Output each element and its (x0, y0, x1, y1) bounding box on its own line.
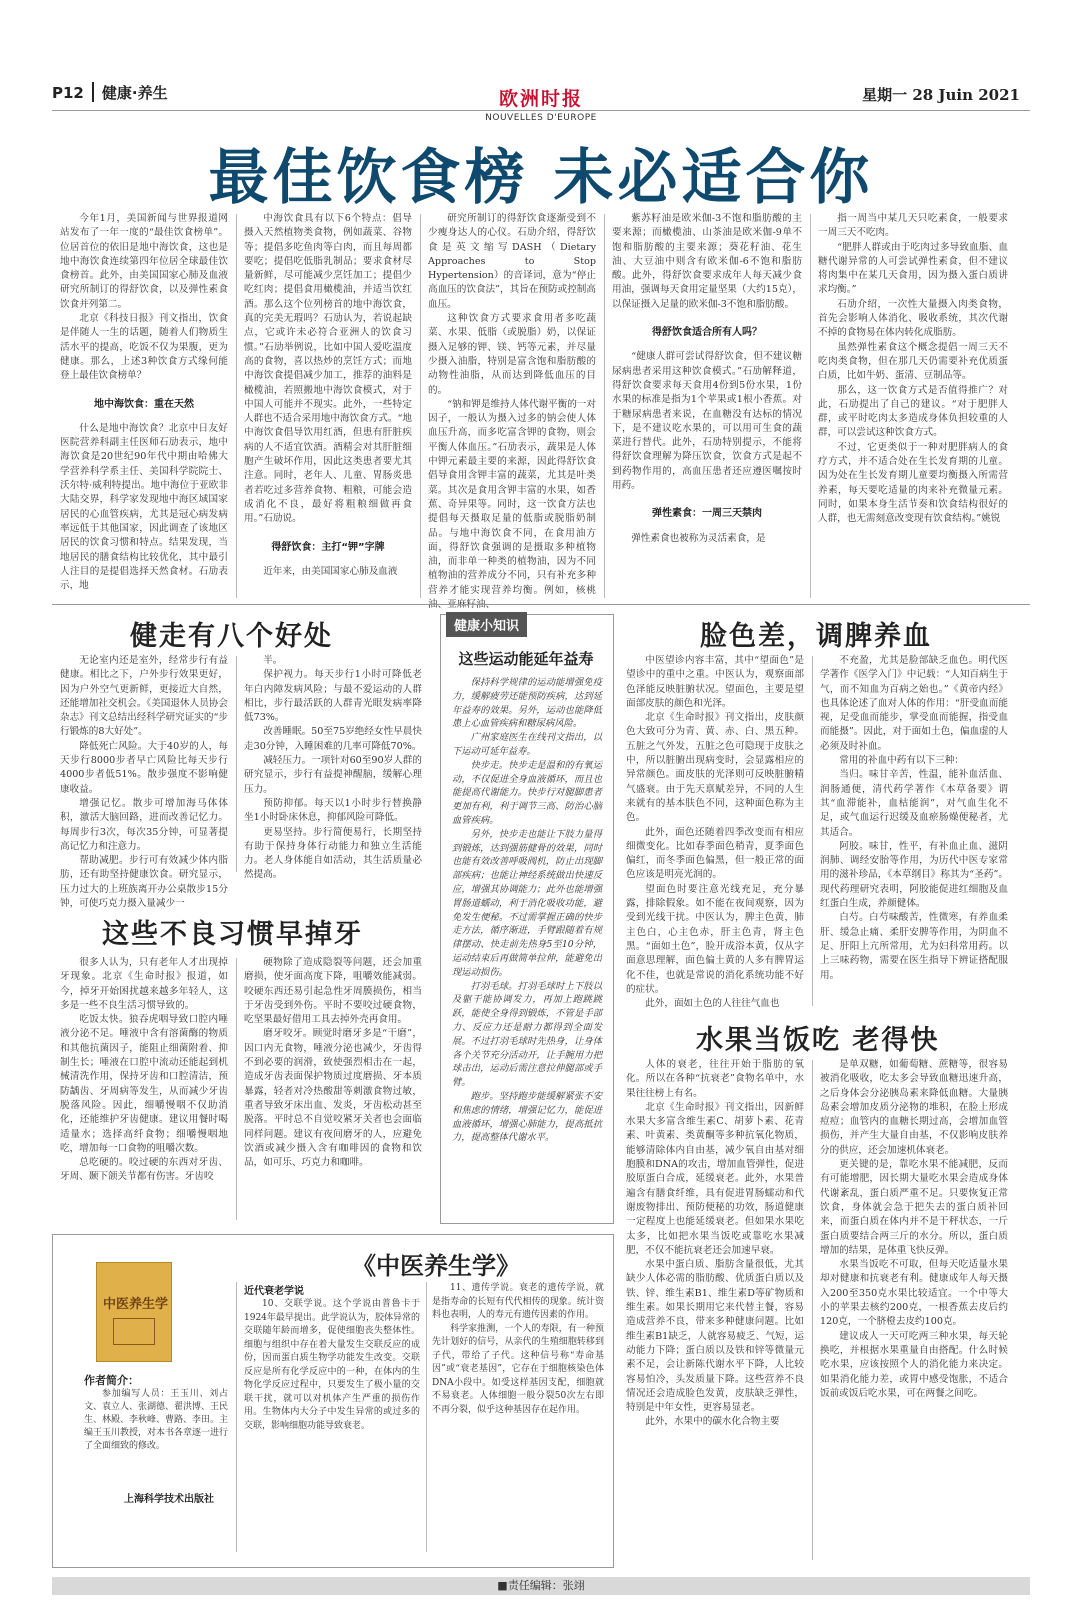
paragraph: “肥胖人群或由于吃肉过多导致血脂、血糖代谢异常的人可尝试弹性素食，但不建议将肉集中在某几天食用，因为摄入蛋白质讲求均衡。” (818, 241, 1008, 296)
column-divider (812, 1060, 813, 1560)
paragraph: “钠和钾是维持人体代谢平衡的一对因子，一般认为摄入过多的钠会使人体血压升高，而多吃富含钾的食物，则会平衡人体血压。”石劢表示，蔬果是人体中钾元素最主要的来源，因此得舒饮食倡导食用含钾丰富的蔬菜，尤其是叶类菜。其次是食用含钾丰富的水果，如香蕉、奇异果等。同时，这一饮食方法也提倡每天摄取足量的低脂或脱脂奶制品。与地中海饮食不同，在食用油方面，得舒饮食强调的是摄取多种植物油，而非单一种类的植物油，因为不同植物油的营养成分不同，只有补充多种营养才能实现营养均衡。例如，核桃 (428, 398, 596, 596)
face-column-2 (820, 654, 1008, 1010)
paragraph: 北京《生命时报》刊文指出，因新鲜水果大多富含维生素C、胡萝卜素、花青素、叶黄素、类黄酮等多种抗氧化物质，能够清除体内自由基，减少氧自由基对细胞膜和DNA的攻击，增加血管弹性，促进胶原蛋白合成，延缓衰老。此外，水果普遍含有膳食纤维，具有促进胃肠蠕动和代谢废物排出、预防便秘的功效，肠道健康一定程度上也能延缓衰老。但如果水果吃太多，比如把水果当饭吃或靠吃水果减肥，不仅不能抗衰老还会加速早衰。 (626, 1101, 804, 1256)
column-divider (812, 656, 813, 1006)
habit-column-2 (244, 956, 422, 1222)
article-column-5 (818, 212, 1008, 600)
paragraph: 建议成人一天可吃两三种水果，每天轮换吃，并根据水果重量自由搭配。什么时候吃水果，应该按照个人的消化能力来决定。如果消化能力差，或胃中感受饱胀，不适合饭前或饭后吃水果，可在两餐之间吃。 (820, 1330, 1008, 1399)
paragraph: 科学家推测，一个人的寿限，有一种预先计划好的信号，从亲代的生殖细胞转移到子代，带给了子代。这种信号称“寿命基因”或“衰老基因”，它存在于细胞核染色体DNA小段中。如受这样基因支配，细胞就不易衰老。人体细胞一般分裂50次左右即不再分裂，似乎这种基因存在起作用。 (432, 1323, 604, 1415)
paragraph: 快步走。快步走是温和的有氧运动，不仅促进全身血液循环，而且也能提高代谢能力。快步行对腿脚患者更加有利，利于调节三高、防治心脑血管疾病。 (452, 759, 602, 826)
paragraph: 减轻压力。一项针对60至90岁人群的研究显示，步行有益提神醒脑，缓解心理压力。 (244, 755, 422, 795)
paragraph: 另外，快步走也能让下肢力量得到锻炼，达到强筋健骨的效果，同时也能有效改善呼吸阀机，防止出现脚部疾病；也能让神经系统做出快速反应，增强其协调能力；此外也能增强胃肠道蠕动，利于消化吸收功能，避免发生便秘。不过需掌握正确的快步走方法，循序渐进，手臂跟随着有规律摆动、快走前先热身5至10分钟，运动结束后再做简单拉伸，能避免出现运动损伤。 (452, 828, 602, 978)
health-tips-tag (446, 612, 527, 637)
column-divider (236, 1282, 237, 1552)
paragraph: 石劢介绍，一次性大量摄入肉类食物，首先会影响人体消化、吸收系统，其次代谢不掉的食物易在体内转化成脂肪。 (818, 298, 1008, 339)
column-divider (810, 214, 811, 598)
paragraph: 中医望诊内容丰富，其中“望面色”是望诊中的重中之重。中医认为，观察面部色泽能反映脏腑状况。望面色，主要是望面部皮肤的颜色和光泽。 (626, 655, 804, 709)
paragraph: 是单双糖，如葡萄糖、蔗糖等，很容易被消化吸收，吃太多会导致血糖迅速升高，之后身体会分泌胰岛素来降低血糖。大量胰岛素会增加皮质分泌物的堆积，在脸上形成痘痘；血管内的血糖长期过高，会增加血管损伤，并产生大量自由基，不仅影响皮肤养分的供应，还会加速机体衰老。 (820, 1059, 1008, 1156)
health-tips-body (452, 676, 602, 1216)
issue-date: 星期一 28 Juin 2021 (862, 86, 1020, 104)
article-column-4 (612, 212, 802, 600)
tag-label: 健康小知识 (446, 612, 527, 637)
paragraph: 弹性素食也被称为灵活素食，是 (631, 532, 766, 544)
paragraph: 无论室内还是室外，经常步行有益健康。相比之下，户外步行效果更好，因为户外空气更新鲜，更接近大自然，还能增加社交机会。《美国退休人员协会杂志》刊文总结出经科学研究证实的“步行锻炼的8大好处”。 (60, 655, 228, 738)
health-tips-title: 这些运动能延年益寿 (458, 650, 594, 668)
paragraph: 更关键的是，靠吃水果不能减肥，反而有可能增肥，因长期大量吃水果会造成身体代谢紊乱，蛋白质严重不足。只要恢复正常饮食，身体就会急于把失去的蛋白质补回来，而蛋白质在体内并不是干秤状态，一斤蛋白质要结合两三斤的水分。所以，蛋白质增加的结果，是体重飞快反弹。 (820, 1159, 1008, 1256)
paragraph: 保护视力。每天步行1小时可降低老年白内障发病风险；与最不爱运动的人群相比，步行最活跃的人群青光眼发病率降低73%。 (244, 669, 422, 724)
paragraph: 硬物除了造成隐裂等问题，还会加重磨损，使牙面高度下降，咀嚼效能减弱。咬硬东西还易引起急性牙周膜损伤，相当于牙齿受到外伤。平时不要咬过硬食物，吃坚果最好借用工具去掉外壳再食用。 (244, 957, 422, 1026)
section-rule (52, 604, 1030, 605)
column-divider (236, 214, 237, 598)
column-divider (236, 958, 237, 1220)
paragraph: 白芍。白芍味酸苦，性微寒，有养血柔肝、缓急止痛、柔肝安脾等作用，为阴血不足、肝阳上亢所常用，尤为妇科常用药。以上三味药物，需要在医生指导下辨证搭配服用。 (820, 912, 1008, 981)
paragraph: 磨牙咬牙。顾觉时磨牙多是“干磨”，因口内无食物，唾液分泌也减少，牙齿得不到必要的润滑，致使强烈相击在一起，造成牙齿表面保护物质过度磨损、牙本质暴露，轻者对冷热酸甜等刺激食物过敏，重者导致牙床出血、发炎，牙齿松动甚至脱落。平时总不自觉咬紧牙关者也会面临同样问题。建议有夜间磨牙的人，应避免饮酒或减少摄入含有咖啡因的食物和饮品，如可乐、巧克力和咖啡。 (244, 1028, 422, 1169)
paragraph: 广州家庭医生在线刊文指出，以下运动可延年益寿。 (452, 732, 602, 757)
paragraph: 阿胶。味甘，性平，有补血止血、滋阴润肺、调经安胎等作用，为历代中医专家常用的滋补珍品，《本草纲目》称其为“圣药”。现代药理研究表明，阿胶能促进红细胞及血红蛋白生成，养颜健体。 (820, 840, 1008, 910)
habit-article-title: 这些不良习惯早掉牙 (102, 919, 363, 950)
page-section-label (52, 82, 168, 103)
subheading: 地中海饮食：重在天然 (94, 398, 194, 410)
subheading: 弹性素食：一周三天禁肉 (652, 508, 762, 520)
paragraph: 研究所制订的得舒饮食逐渐受到不少瘦身达人的心仪。石劢介绍，得舒饮食是英文缩写DASH（Dietary Approaches to Stop Hypertension）的音译词，意为“停止高血压的饮食法”，其旨在预防或控制高血压。 (428, 213, 596, 310)
logo-fr: NOUVELLES D'EUROPE (485, 113, 597, 123)
column-divider (236, 656, 237, 872)
divider (92, 82, 94, 102)
paragraph: 指一周当中某几天只吃素食，一般要求一周三天不吃肉。 (818, 213, 1008, 239)
paragraph: 增强记忆。散步可增加海马体体积，激活大脑回路，进而改善记忆力。每周步行3次，每次35分钟，可显著提高记忆力和注意力。 (60, 797, 228, 852)
paragraph: 预防抑郁。每天以1小时步行替换静坐1小时卧床休息，抑郁风险可降低。 (244, 797, 422, 824)
paragraph: 帮助减肥。步行可有效减少体内脂肪，还有助坚持健康饮食。研究显示，压力过大的上班族离开办公桌散步15分钟，可使巧克力摄入量减少一 (60, 855, 228, 910)
face-column-1 (626, 654, 804, 1010)
paragraph: 今年1月，美国新闻与世界报道网站发布了一年一度的“最佳饮食榜单”。位居首位的依旧是地中海饮食，这也是地中海饮食连续第四年位居全球最佳饮食榜首。此外，由美国国家心肺及血液研究所制订的得舒饮食，以及弹性素食饮食并列第二。 (60, 213, 228, 310)
paragraph: 此外，水果中的碳水化合物主要 (645, 1416, 780, 1428)
paragraph: 不充盈，尤其是脸部缺乏血色。明代医学著作《医学入门》中记载：“人知百病生于气，而不知血为百病之始也。”《黄帝内经》也具体论述了血对人体的作用：“肝受血而能视，足受血而能步，掌受血而能握，指受血而能摄”。因此，对于面如土色，偏血虚的人必须及时补血。 (820, 655, 1008, 752)
walk-column-1 (60, 654, 228, 910)
habit-column-1 (60, 956, 228, 1222)
paragraph: 这种饮食方式要求食用者多吃蔬菜、水果、低脂（或脱脂）奶，以保证摄入足够的钾、镁、钙等元素，并尽量少摄入油脂，特别是富含饱和脂肪酸的动物性油脂，从而达到降低血压的目的。 (428, 313, 596, 396)
paragraph: 打羽毛球。打羽毛球时上下肢以及躯干能协调发力，再加上跑跳跳跃，能使全身得到锻炼，不管是手部力、反应力还是耐力都得到全面发展。不过打羽毛球时先热身，让身体各个关节充分活动开，让手腕用力把球击出，运动后需注意拉伸腿部或手臂。 (452, 980, 602, 1089)
fruit-article-title: 水果当饭吃 老得快 (696, 1025, 940, 1056)
book-cover-image (96, 1262, 172, 1362)
face-article-title: 脸色差，调脾养血 (700, 621, 932, 652)
article-column-3 (428, 212, 596, 600)
paragraph: 总吃硬的。咬过硬的东西对牙齿、牙周、颞下颌关节都有伤害。牙齿咬 (60, 1157, 228, 1183)
article-column-2 (244, 212, 412, 600)
fruit-column-2 (820, 1058, 1008, 1564)
paragraph: 此外，面色还随着四季改变而有相应细微变化。比如春季面色稍青，夏季面色偏红，而冬季面色偏黑，但一般正常的面色应该是明亮光润的。 (626, 826, 804, 881)
article-column-1 (60, 212, 228, 600)
paragraph: 此外，面如土色的人往往气血也 (645, 998, 780, 1010)
paragraph: 人体的衰老，往往开始于脂肪的氧化。所以在各种“抗衰老”食物名单中，水果往往榜上有名。 (626, 1059, 804, 1099)
paragraph: 保持科学规律的运动能增强免疫力，缓解疲劳还能预防疾病，达到延年益寿的效果。另外，运动也能降低患上心血管疾病和糖尿病风险。 (452, 677, 602, 730)
logo-cn: 欧洲时报 (498, 88, 583, 110)
cover-emblem (113, 1318, 155, 1345)
paragraph: 跑步。坚持跑步能缓解紧张不安和焦虑的情绪，增强记忆力，能促进血液循环，增强心肺能力，提高抵抗力，提高整体代谢水平。 (452, 1090, 602, 1144)
paragraph: 紫苏籽油是欧米伽-3不饱和脂肪酸的主要来源；而橄榄油、山茶油是欧米伽-9单不饱和脂肪酸的主要来源；葵花籽油、花生油、大豆油中则含有欧米伽-6不饱和脂肪酸。此外，得舒饮食要求成年人每天减少食用油，强调每天食用定量坚果（大约15克），以保证摄入足量的欧米伽-3不饱和脂肪酸。 (612, 213, 802, 310)
book-subheading: 近代衰老学说 (244, 1286, 304, 1297)
section-name: 健康·养生 (101, 84, 168, 102)
newspaper-logo (466, 84, 616, 123)
book-title: 《中医养生学》 (352, 1251, 520, 1280)
editor-credit: ■责任编辑：张翊 (497, 1579, 585, 1592)
paragraph: 水果中蛋白质、脂肪含量很低，尤其缺少人体必需的脂肪酸、优质蛋白质以及铁、锌、维生素B1、维生素D等矿物质和维生素。如果长期用它来代替主餐，容易造成营养不良，带来多种健康问题。比如维生素B1缺乏，人就容易疲乏、气短，运动能力下降；蛋白质以及铁和锌等微量元素不足，会让新陈代谢水平下降，人比较容易怕冷，头发质量下降。这些营养不良情况还会造成脸色发黄，皮肤缺乏弹性，特别是中年女性，更容易显老。 (626, 1259, 804, 1414)
page-headline: 最佳饮食榜 未必适合你 (208, 143, 874, 213)
author-label: 作者简介： (84, 1374, 139, 1387)
paragraph: 不过，它更类似于一种对肥胖病人的食疗方式，并不适合处在生长发育期的儿童。因为处在生长发育期儿童要均衡摄入所需营养素，每天要吃适量的肉来补充微量元素。同时，如果本身生活节奏和饮食结构很好的人群，也无需刻意改变现有饮食结构。”姚锐 (818, 441, 1008, 525)
paragraph: 望面色时要注意光线充足，充分暴露，排除假象。如不能在夜间观察，因为受到光线干扰。中医认为，脾主色黄，肺主色白，心主色赤，肝主色青，肾主色黑。“面如土色”，脸开成浴本黄，仅从字面意思理解，面色偏土黄的人多有脾胃运化不佳，也就是常说的消化系统功能不好的症状。 (626, 883, 804, 995)
book-column-1 (244, 1298, 420, 1560)
paragraph: 更易坚持。步行简便易行，长期坚持有助于保持身体行动能力和独立生活能力。老人身体能自如活动，其生活质量必然提高。 (244, 826, 422, 881)
editor-credit-bar (52, 1577, 1030, 1595)
paragraph: “健康人群可尝试得舒饮食，但不建议糖尿病患者采用这种饮食模式。”石劢解释道，得舒饮食要求每天食用4份到5份水果，1份水果的标准是指为1个苹果或1根小香蕉。对于糖尿病患者来说，在血糖没有达标的情况下，是不建议吃水果的，可以用可生食的蔬菜进行替代。此外，石劢特别提示，不能将得舒饮食理解为降压饮食，饮食方式是起不到药物作用的，高血压患者还应遵医嘱按时用药。 (612, 351, 802, 492)
paragraph: 虽然弹性素食这个概念提倡一周三天不吃肉类食物，但在那几天仍需要补充优质蛋白质，比如牛奶、蛋清、豆制品等。 (818, 341, 1008, 382)
publisher: 上海科学技术出版社 (124, 1494, 214, 1505)
paragraph: 参加编写人员：王玉川、刘占文、袁立人、张湖德、翟洪博、王民生、林殿、李秋峰、曹路、李田。主编王玉川教授，对本书各章逐一进行了全面细致的修改。 (84, 1389, 229, 1451)
paragraph: 中海饮食具有以下6个特点：倡导摄入天然植物类食物，例如蔬菜、谷物等；提倡多吃鱼肉等白肉，而且每周都要吃；提倡吃低脂乳制品；要求食材尽量新鲜，尽可能减少烹饪加工；提倡少吃红肉；提倡食用橄榄油，并适当饮红酒。那么这个位列榜首的地中海饮食，真的完美无瑕吗？石劢认为，若说起缺点，它或许未必符合亚洲人的饮食习惯。”石劢举例说，比如中国人爱吃温度高的食物，喜以热炒的烹饪方式；而地中海饮食提倡减少加工，推荐的油料是橄榄油，若照搬地中海饮食模式，对于中国人可能并不现实。此外，一些特定人群也不适合采用地中海饮食方式。“地中海饮食倡导饮用红酒，但患有肝脏疾病的人不适宜饮酒。酒精会对其肝脏细胞产生破坏作用，因此这类患者要尤其注意。同时，老年人、儿童、胃肠炎患者若吃过多营养食物、粗粮，可能会造成消化不良，最好将粗粮细做再食用。”石劢说。 (244, 213, 412, 525)
subheading: 得舒饮食适合所有人吗？ (652, 327, 762, 339)
fruit-column-1 (626, 1058, 804, 1564)
paragraph: 很多人认为，只有老年人才出现掉牙现象。北京《生命时报》报道，如今，掉牙开始困扰越来越多年轻人，这多是一些不良生活习惯导致的。 (60, 957, 228, 1011)
paragraph: 吃饭太快。狼吞虎咽导致口腔内唾液分泌不足。唾液中含有溶菌酶的物质和其他抗菌因子，能阻止细菌附着、抑制生长；唾液在口腔中流动还能起到机械清洗作用，保持牙齿和口腔清洁，预防龋齿、牙周病等发生，从而减少牙齿脱落风险。因此，细嚼慢咽不仅助消化，还能维护牙齿健康。建议用餐时喝适量水；选择高纤食物；细嚼慢咽地吃，增加每一口食物的咀嚼次数。 (60, 1014, 228, 1154)
paragraph: 近年来，由美国国家心肺及血液 (263, 565, 398, 577)
book-column-2 (432, 1282, 604, 1560)
paragraph: 水果当饭吃不可取，但每天吃适量水果却对健康和抗衰老有利。健康成年人每天摄入200至350克水果比较适宜。一个中等大小的苹果去核约200克，一根香蕉去皮后约120克，一个脐橙去皮约100克。 (820, 1259, 1008, 1328)
paragraph: 11、遗传学说。衰老的遗传学说，就是指寿命的长短有代代相传的现象。统计资料也表明，人的寿元有遗传因素的作用。 (432, 1283, 604, 1320)
walk-column-2 (244, 654, 422, 881)
paragraph: 降低死亡风险。大于40岁的人，每天步行8000步者早亡风险比每天步行4000步者低51%。散步强度不影响健康收益。 (60, 740, 228, 795)
header-rule (52, 110, 1030, 111)
column-divider (420, 214, 421, 598)
subheading: 得舒饮食：主打“钾”字牌 (271, 541, 385, 553)
column-divider (604, 214, 605, 598)
walk-article-title: 健走有八个好处 (130, 621, 333, 652)
paragraph: 北京《科技日报》刊文指出，饮食是伴随人一生的话题，随着人们物质生活水平的提高，吃饭不仅为果腹，更为健康。那么，上述3种饮食方式缘何能登上最佳饮食榜单？ (60, 313, 228, 382)
paragraph: 半。 (263, 655, 283, 666)
paragraph: 什么是地中海饮食？北京中日友好医院营养科副主任医师石劢表示，地中海饮食是20世纪90年代中期由哈佛大学营养科学系主任、美国科学院院士、沃尔特·威利特提出。地中海位于亚欧非大陆交界，科学家发现地中海区域国家居民的心血管疾病，尤其是冠心病发病率远低于其他国家，因此调查了该地区居民的饮食习惯和特点。结果发现，当地居民的膳食结构比较优化，其中最引人注目的是提倡选择天然食材。石劢表示，地 (60, 422, 228, 592)
paragraph: 北京《生命时报》刊文指出，皮肤颜色大致可分为青、黄、赤、白、黑五种。五脏之气外发，五脏之色可隐现于皮肤之中，所以脏腑出现病变时，会显露相应的异常颜色。面皮肤的光泽则可反映脏腑精气盛衰。由于先天禀赋差异，不同的人生来就有的基本肤色不同，这种面色称为主色。 (626, 712, 804, 824)
page-number: P12 (52, 84, 84, 102)
paragraph: 改善睡眠。50至75岁绝经女性早晨快走30分钟，入睡困难的几率可降低70%。 (244, 726, 422, 752)
paragraph: 10、交联学说。这个学说由普鲁卡于1924年最早提出。此学说认为，胶体异常的交联随年龄而增多，促使细胞丧失整体性。细胞与组织中存在着大量发生交联反应的成份，因而蛋白质生物学功能发生改变。交联反应是所有化学反应中的一种，在体内的生物化学反应过程中，只要发生了极小量的交联干扰，就可以对机体产生严重的损伤作用。生物体内大分子中发生异常的或过多的交联，影响细胞功能导致衰老。 (244, 1299, 420, 1431)
column-divider (426, 1282, 427, 1552)
paragraph: 那么，这一饮食方式是否值得推广？对此，石劢提出了自己的建议。“对于肥胖人群，或平时吃肉太多造成身体负担较重的人群，可以尝试这种饮食方式。 (818, 384, 1008, 439)
author-text (84, 1388, 228, 1484)
paragraph: 当归。味甘辛苦，性温，能补血活血、润肠通便，清代药学著作《本草备要》谓其“血滞能补，血枯能润”，对气血生化不足，或气血运行迟缓及血瘀肠燥便秘者，尤其适合。 (820, 769, 1008, 838)
book-cover-title: 中医养生学 (103, 1297, 169, 1312)
paragraph: 常用的补血中药有以下三种： (839, 755, 964, 767)
